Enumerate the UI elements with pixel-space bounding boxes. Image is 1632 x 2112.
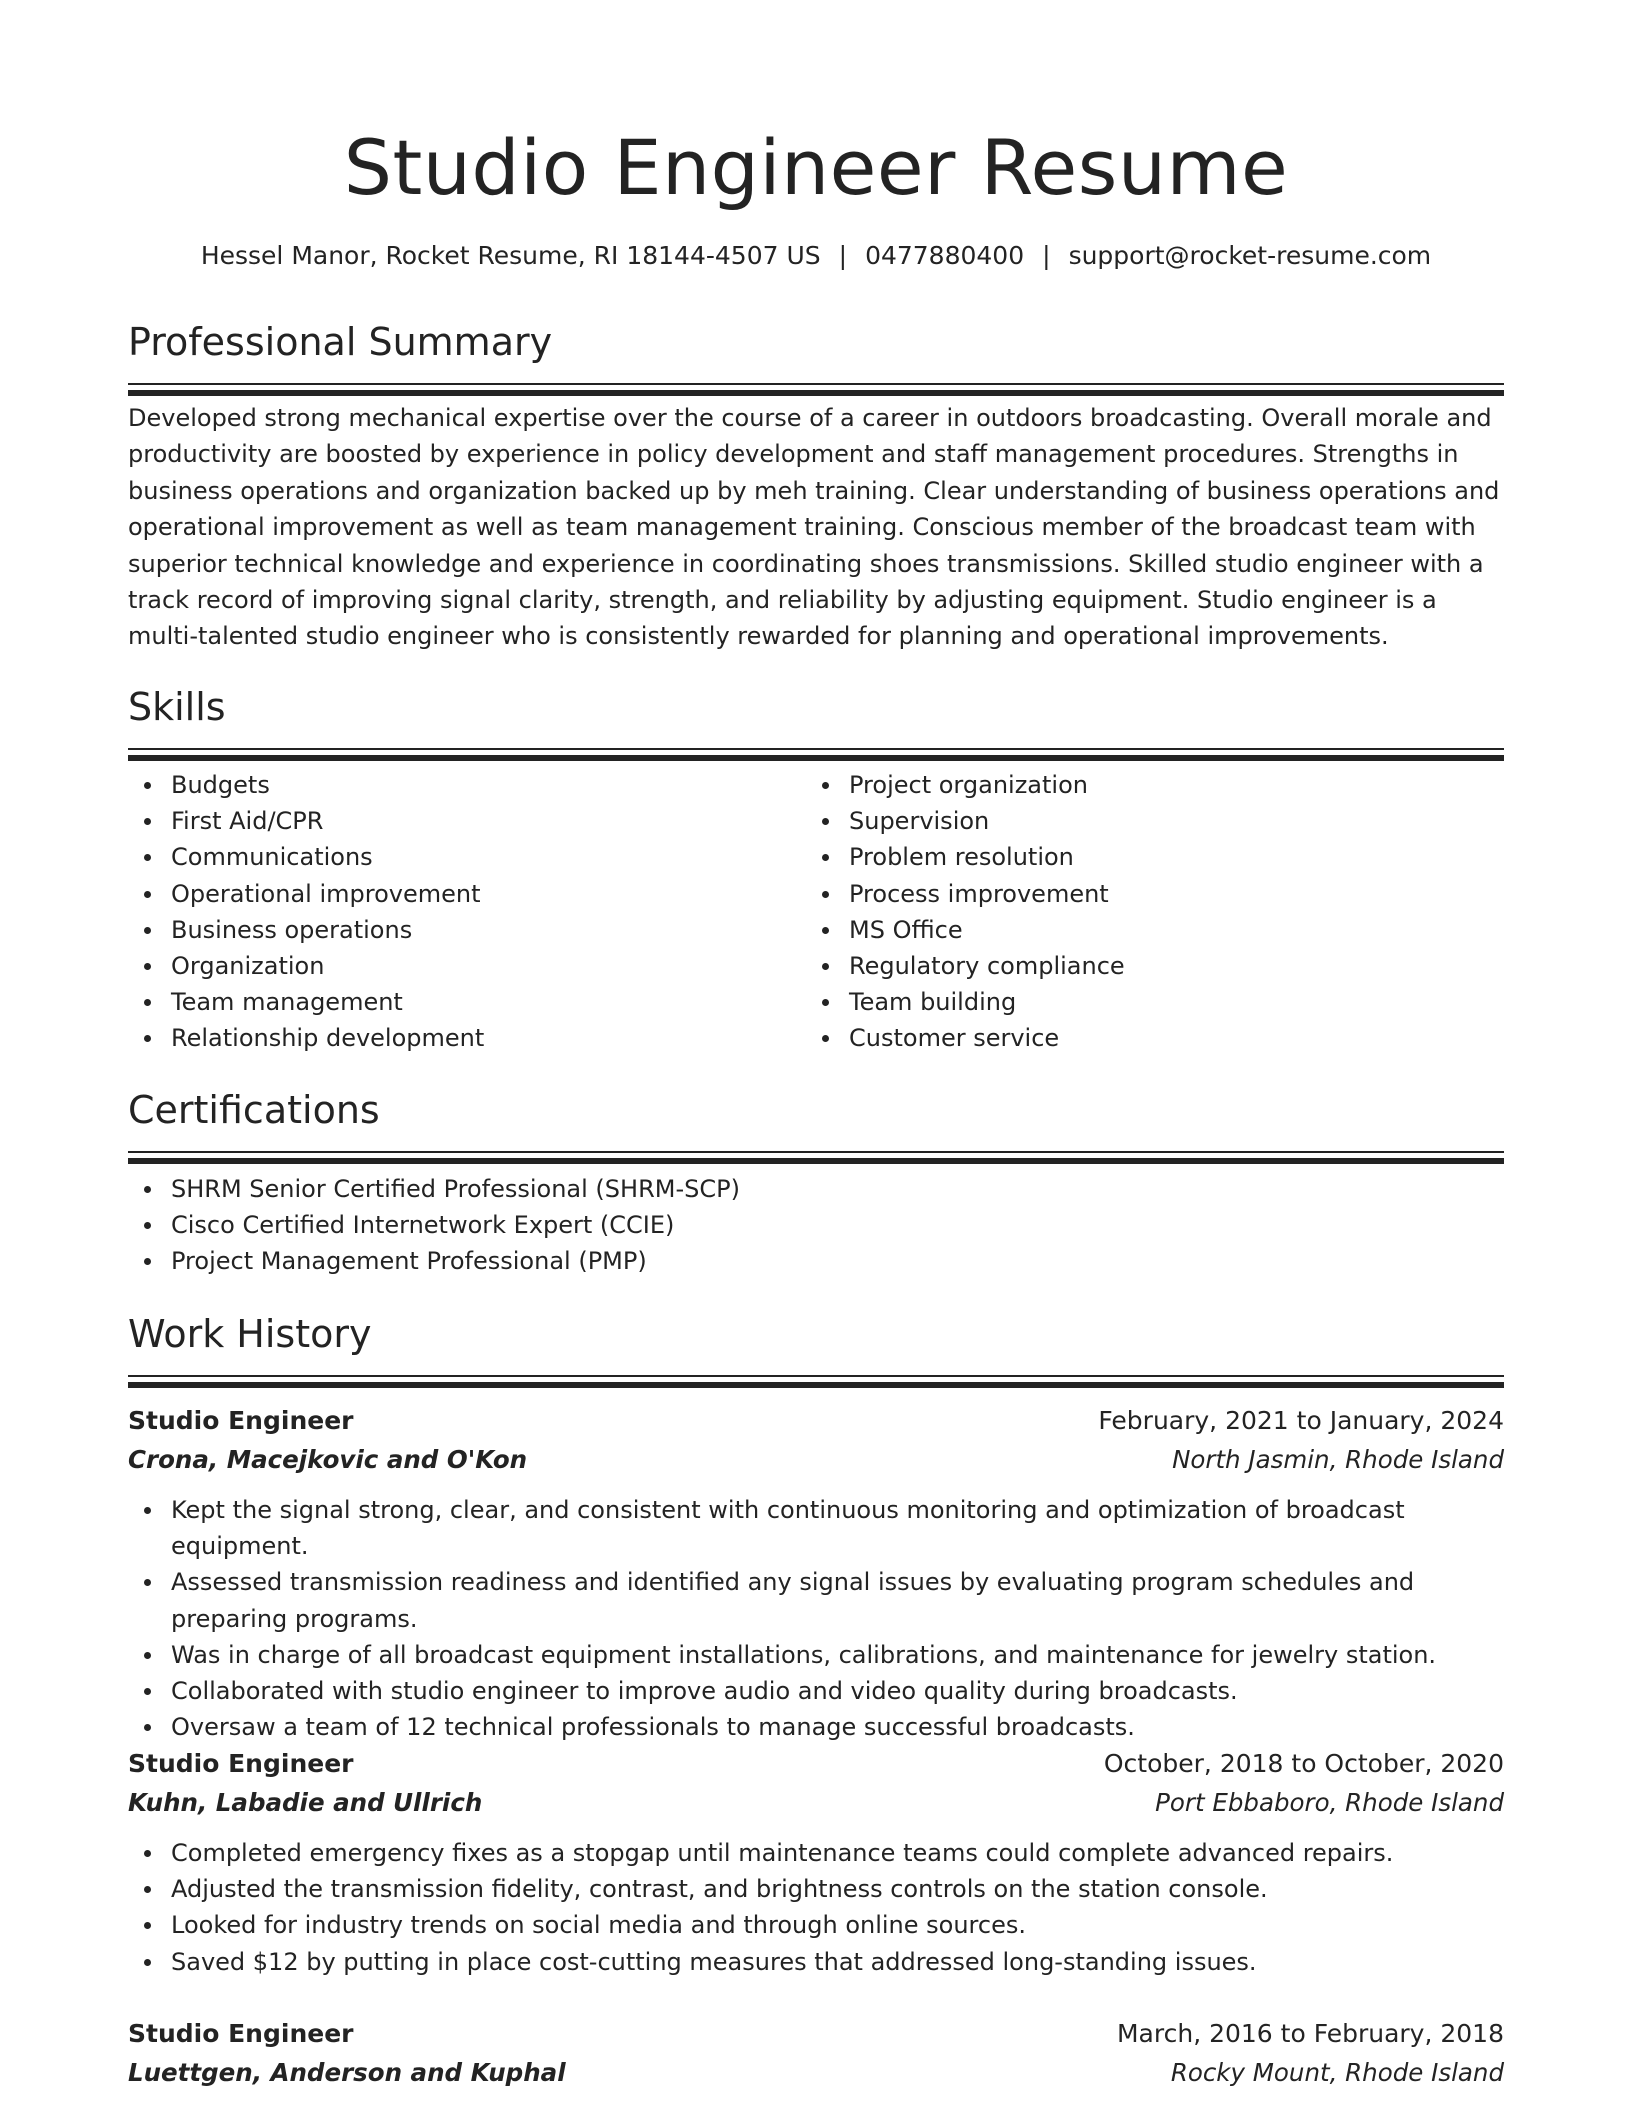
job-title: Studio Engineer (128, 1749, 354, 1778)
skill-item: Budgets (128, 767, 806, 803)
address: Hessel Manor, Rocket Resume, RI 18144-4507 US (200, 241, 821, 270)
skills-columns (128, 767, 1504, 1057)
job-duty-item: Looked for industry trends on social media and through online sources. (128, 1907, 1504, 1943)
certification-item: SHRM Senior Certified Professional (SHRM-SCP) (128, 1171, 1504, 1207)
job-duty-item: Was in charge of all broadcast equipment installations, calibrations, and maintenance for jewelry station. (128, 1637, 1504, 1673)
skill-item: First Aid/CPR (128, 803, 806, 839)
job-header (128, 2015, 1504, 2053)
resume-title: Studio Engineer Resume (343, 123, 1289, 212)
job-duties-list (128, 1835, 1504, 1980)
skill-item: MS Office (806, 912, 1484, 948)
section-title-summary: Professional Summary (128, 320, 553, 364)
job-entry (128, 2015, 1504, 2093)
certification-item: Project Management Professional (PMP) (128, 1243, 1504, 1279)
company-name: Kuhn, Labadie and Ullrich (128, 1788, 483, 1817)
job-location: Port Ebbaboro, Rhode Island (1155, 1788, 1504, 1817)
skill-item: Business operations (128, 912, 806, 948)
job-duty-item: Collaborated with studio engineer to improve audio and video quality during broadcasts. (128, 1673, 1504, 1709)
skill-item: Team building (806, 984, 1484, 1020)
skill-item: Relationship development (128, 1020, 806, 1056)
job-duty-item: Saved $12 by putting in place cost-cutting measures that addressed long-standing issues. (128, 1944, 1504, 1980)
job-title: Studio Engineer (128, 2019, 354, 2048)
job-duty-item: Assessed transmission readiness and identified any signal issues by evaluating program schedules and preparing programs. (128, 1564, 1504, 1636)
contact-separator: | (838, 241, 848, 270)
section-title-certifications: Certifications (128, 1088, 380, 1132)
summary-text: Developed strong mechanical expertise over the course of a career in outdoors broadcasting. Overall morale and productivity are boosted by experience in policy development and staff management procedures. Strengths in business operations and organization backed up by meh training. Clear understanding of business operations and operational improvement as well as team management training. Conscious member of the broadcast team with superior technical knowledge and experience in coordinating shoes transmissions. Skilled studio engineer with a track record of improving signal clarity, strength, and reliability by adjusting equipment. Studio engineer is a multi-talented studio engineer who is consistently rewarded for planning and operational improvements. (128, 404, 1500, 651)
skill-item: Regulatory compliance (806, 948, 1484, 984)
contact-line (0, 238, 1632, 274)
job-subheader (128, 1783, 1504, 1823)
skill-item: Project organization (806, 767, 1484, 803)
phone: 0477880400 (865, 241, 1025, 270)
job-duty-item: Kept the signal strong, clear, and consistent with continuous monitoring and optimization of broadcast equipment. (128, 1492, 1504, 1564)
work-history-section (128, 1309, 1504, 1375)
job-entry (128, 1402, 1504, 1745)
job-duty-item: Adjusted the transmission fidelity, contrast, and brightness controls on the station console. (128, 1871, 1504, 1907)
skill-item: Process improvement (806, 876, 1484, 912)
skill-item: Communications (128, 839, 806, 875)
job-location: North Jasmin, Rhode Island (1172, 1445, 1504, 1474)
certifications-list (128, 1171, 1504, 1280)
skills-list-right (806, 767, 1484, 1057)
email: support@rocket-resume.com (1068, 241, 1432, 270)
job-dates: February, 2021 to January, 2024 (1098, 1406, 1504, 1435)
job-header (128, 1402, 1504, 1440)
job-entry (128, 1745, 1504, 1980)
section-title-work-history: Work History (128, 1312, 372, 1356)
contact-separator: | (1042, 241, 1051, 270)
skill-item: Organization (128, 948, 806, 984)
skill-item: Customer service (806, 1020, 1484, 1056)
job-subheader (128, 1440, 1504, 1480)
job-subheader (128, 2053, 1504, 2093)
skills-section (128, 682, 1504, 1057)
skill-item: Operational improvement (128, 876, 806, 912)
job-location: Rocky Mount, Rhode Island (1170, 2058, 1504, 2087)
job-title: Studio Engineer (128, 1406, 354, 1435)
job-duty-item: Oversaw a team of 12 technical professionals to manage successful broadcasts. (128, 1709, 1504, 1745)
job-dates: October, 2018 to October, 2020 (1103, 1749, 1504, 1778)
summary-section (128, 317, 1504, 655)
certification-item: Cisco Certified Internetwork Expert (CCIE) (128, 1207, 1504, 1243)
skill-item: Problem resolution (806, 839, 1484, 875)
certifications-section (128, 1085, 1504, 1280)
job-header (128, 1745, 1504, 1783)
job-duties-list (128, 1492, 1504, 1745)
skill-item: Supervision (806, 803, 1484, 839)
section-title-skills: Skills (128, 685, 226, 729)
company-name: Crona, Macejkovic and O'Kon (128, 1445, 528, 1474)
skill-item: Team management (128, 984, 806, 1020)
skills-list-left (128, 767, 806, 1057)
company-name: Luettgen, Anderson and Kuphal (128, 2058, 566, 2087)
job-duty-item: Completed emergency fixes as a stopgap until maintenance teams could complete advanced repairs. (128, 1835, 1504, 1871)
job-dates: March, 2016 to February, 2018 (1116, 2019, 1504, 2048)
